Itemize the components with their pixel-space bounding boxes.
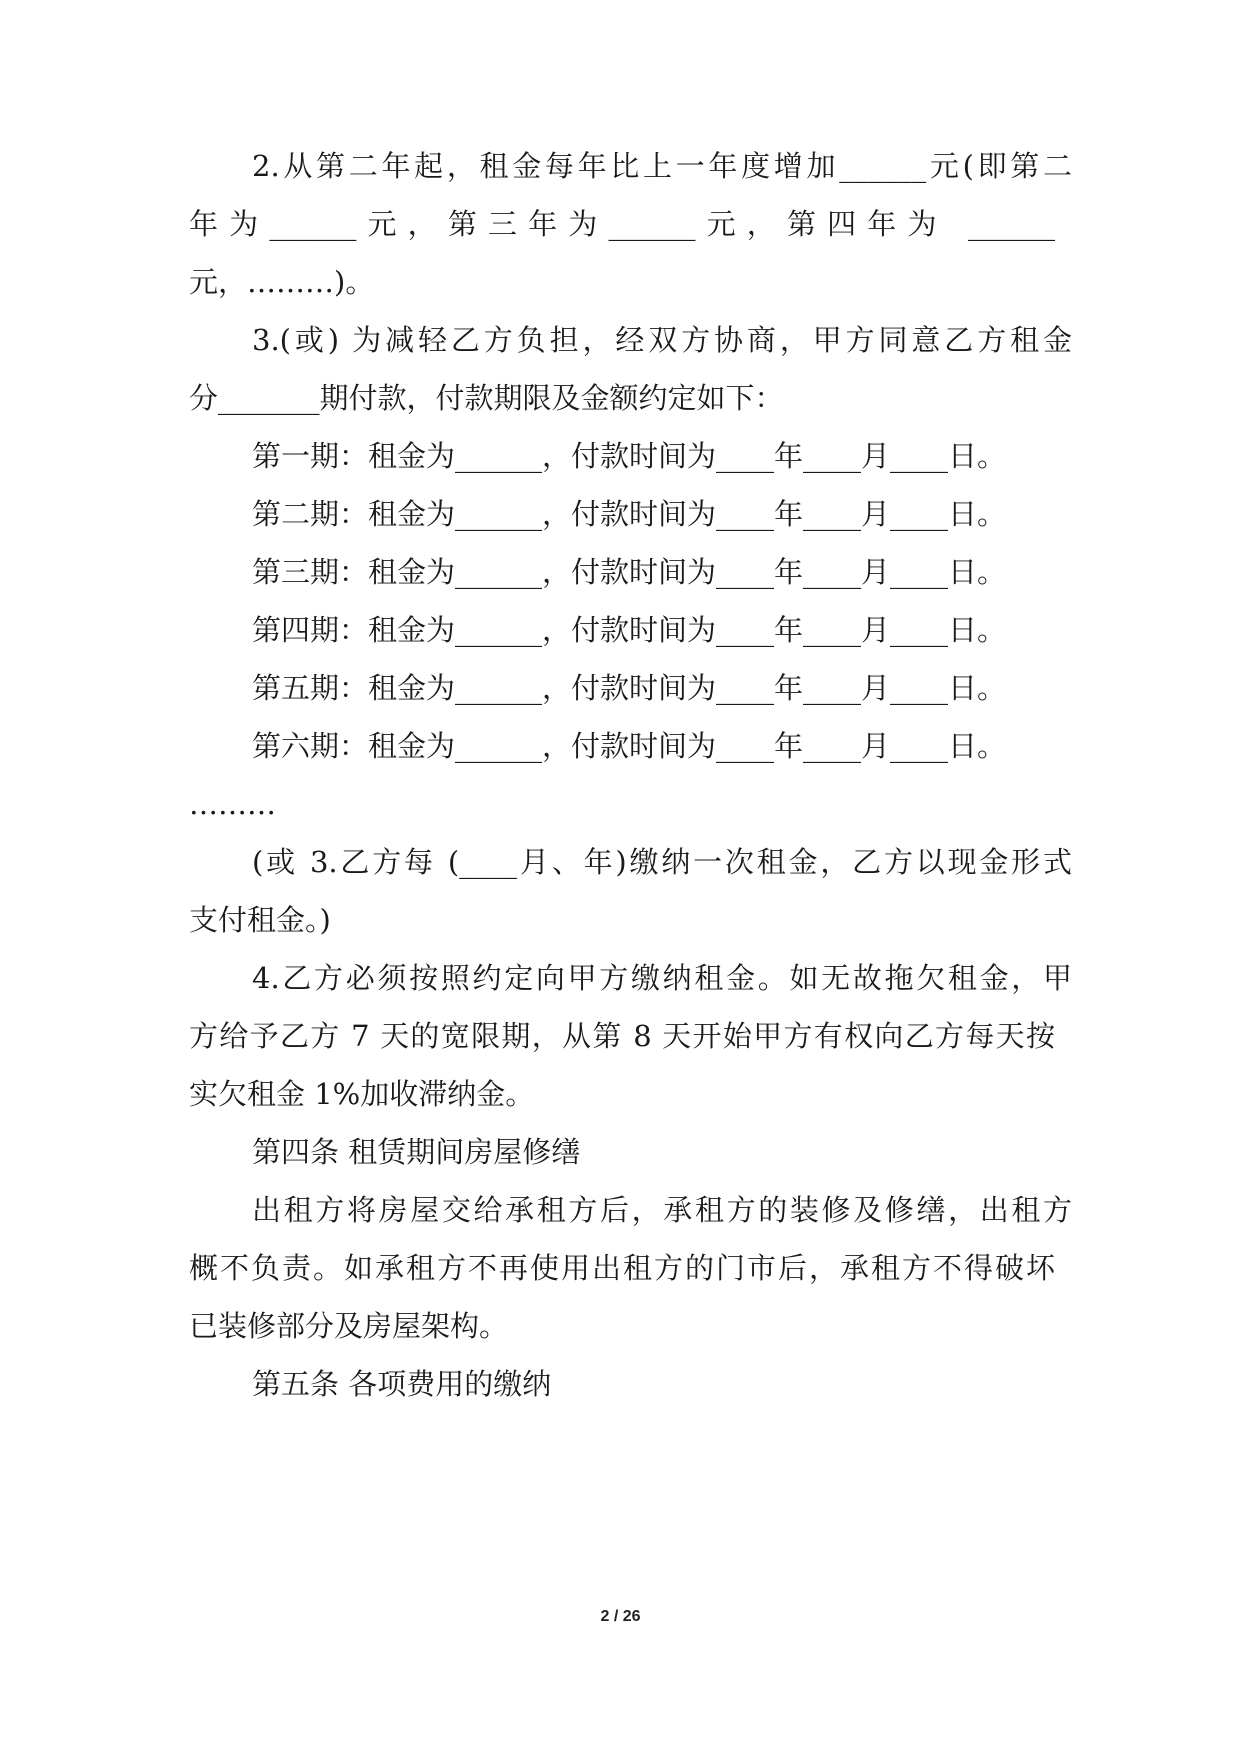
installment-line: 第二期：租金为______，付款时间为____年____月____日。 [252, 497, 1007, 531]
text-line: (或 3.乙方每 (____月、年)缴纳一次租金，乙方以现金形式 [252, 845, 1072, 879]
text-line: ……… [189, 787, 276, 821]
text-line: 出租方将房屋交给承租方后，承租方的装修及修缮，出租方 [252, 1193, 1072, 1227]
text-line: 4.乙方必须按照约定向甲方缴纳租金。如无故拖欠租金，甲 [252, 961, 1072, 995]
section-heading: 第四条 租赁期间房屋修缮 [252, 1135, 581, 1169]
installment-line: 第六期：租金为______，付款时间为____年____月____日。 [252, 729, 1007, 763]
text-line: 支付租金。) [189, 903, 331, 937]
text-line: 元，………)。 [189, 265, 375, 299]
text-line: 2.从第二年起，租金每年比上一年度增加______元(即第二 [252, 149, 1072, 183]
section-heading: 第五条 各项费用的缴纳 [252, 1367, 552, 1401]
text-line: 分_______期付款，付款期限及金额约定如下： [189, 381, 784, 415]
installment-line: 第三期：租金为______，付款时间为____年____月____日。 [252, 555, 1007, 589]
page-number: 2 / 26 [600, 1608, 641, 1625]
text-line: 已装修部分及房屋架构。 [189, 1309, 509, 1343]
text-line: 概不负责。如承租方不再使用出租方的门市后，承租方不得破坏 [189, 1251, 1055, 1285]
text-line: 年为______元，第三年为______元，第四年为 ______ [189, 207, 1055, 241]
text-line: 3.(或) 为减轻乙方负担，经双方协商，甲方同意乙方租金 [252, 323, 1072, 357]
installment-line: 第四期：租金为______，付款时间为____年____月____日。 [252, 613, 1007, 647]
text-line: 方给予乙方 7 天的宽限期，从第 8 天开始甲方有权向乙方每天按 [189, 1019, 1055, 1053]
text-line: 实欠租金 1%加收滞纳金。 [189, 1077, 535, 1111]
installment-line: 第五期：租金为______，付款时间为____年____月____日。 [252, 671, 1007, 705]
installment-line: 第一期：租金为______，付款时间为____年____月____日。 [252, 439, 1007, 473]
